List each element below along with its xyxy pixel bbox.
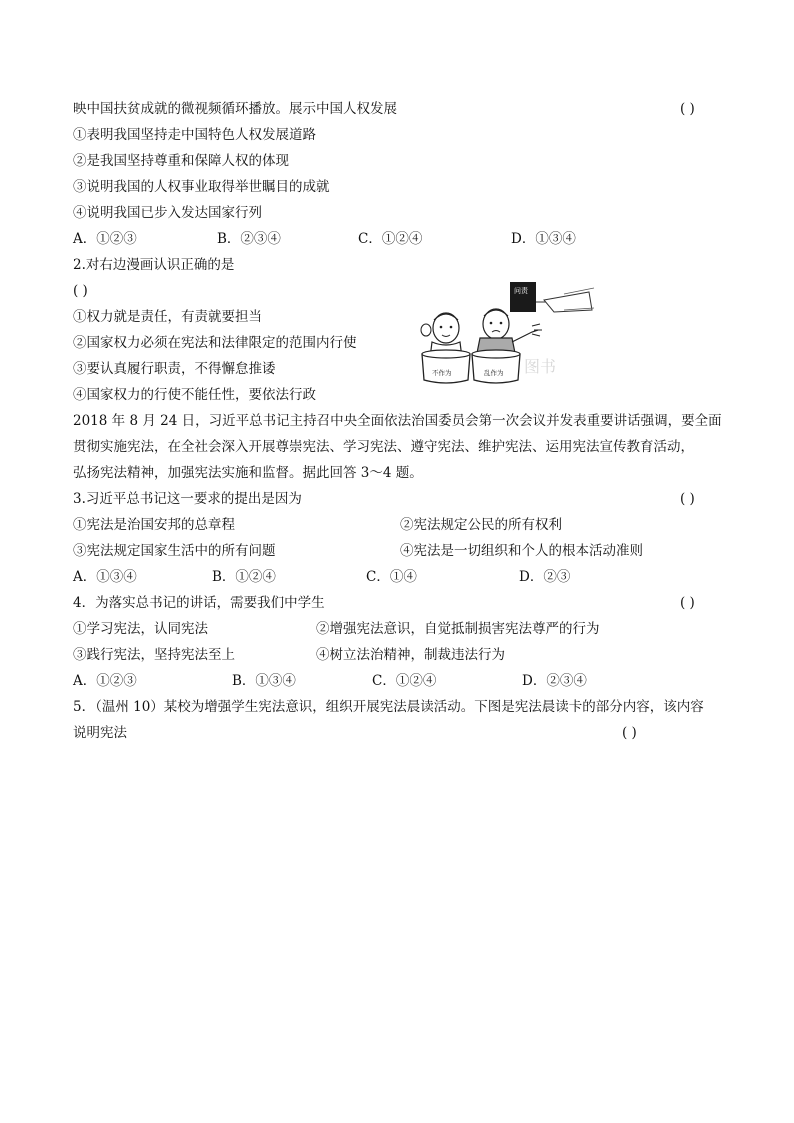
q4-option-d: D．②③④ <box>522 673 587 689</box>
left-barrel-label: 不作为 <box>432 369 452 377</box>
q3-option-a: A．①③④ <box>73 569 137 585</box>
q1-option-a: A．①②③ <box>73 231 137 247</box>
q4-option-b: B．①③④ <box>232 673 296 689</box>
q2-statement-3: ③要认真履行职责，不得懈怠推诿 <box>73 361 276 377</box>
q3-option-c: C．①④ <box>366 569 417 585</box>
q1-stem: 映中国扶贫成就的微视频循环播放。展示中国人权发展 <box>73 101 397 117</box>
q3-statement-4: ④宪法是一切组织和个人的根本活动准则 <box>400 543 643 559</box>
q1-option-c: C．①②④ <box>358 231 423 247</box>
q4-option-c: C．①②④ <box>372 673 437 689</box>
q4-statement-1: ①学习宪法，认同宪法 <box>73 621 208 637</box>
q2-stem: 2.对右边漫画认识正确的是 <box>73 257 235 273</box>
q1-statement-3: ③说明我国的人权事业取得举世瞩目的成就 <box>73 179 330 195</box>
q3-statement-3: ③宪法规定国家生活中的所有问题 <box>73 543 276 559</box>
q5-answer-paren: ( ) <box>622 725 637 741</box>
q3-statement-1: ①宪法是治国安邦的总章程 <box>73 517 235 533</box>
q5-stem-line-2: 说明宪法 <box>73 725 127 741</box>
q3-option-d: D．②③ <box>519 569 571 585</box>
q2-statement-2: ②国家权力必须在宪法和法律限定的范围内行使 <box>73 335 357 351</box>
q1-statement-1: ①表明我国坚持走中国特色人权发展道路 <box>73 127 316 143</box>
context-line-3: 弘扬宪法精神，加强宪法实施和监督。据此回答 3～4 题。 <box>73 465 423 481</box>
q4-statement-3: ③践行宪法，坚持宪法至上 <box>73 647 235 663</box>
q2-statement-4: ④国家权力的行使不能任性，要依法行政 <box>73 387 316 403</box>
q4-statement-2: ②增强宪法意识，自觉抵制损害宪法尊严的行为 <box>316 621 600 637</box>
cartoon-watermark: 图书 <box>524 357 557 376</box>
q1-answer-paren: ( ) <box>680 101 695 117</box>
q2-answer-paren: ( ) <box>73 283 88 299</box>
q3-stem: 3.习近平总书记这一要求的提出是因为 <box>73 491 302 507</box>
q1-statement-2: ②是我国坚持尊重和保障人权的体现 <box>73 153 289 169</box>
card-text: 问责 <box>514 287 528 295</box>
q4-statement-4: ④树立法治精神，制裁违法行为 <box>316 647 505 663</box>
q3-statement-2: ②宪法规定公民的所有权利 <box>400 517 562 533</box>
right-barrel-label: 乱作为 <box>484 369 504 377</box>
q3-answer-paren: ( ) <box>680 491 695 507</box>
q4-stem: 4．为落实总书记的讲话，需要我们中学生 <box>73 595 325 611</box>
q4-answer-paren: ( ) <box>680 595 695 611</box>
q3-option-b: B．①②④ <box>212 569 276 585</box>
q1-option-b: B．②③④ <box>217 231 281 247</box>
context-line-1: 2018 年 8 月 24 日，习近平总书记主持召中央全面依法治国委员会第一次会议并发表重要讲话强调，要全面 <box>73 413 722 429</box>
context-line-2: 贯彻实施宪法，在全社会深入开展尊崇宪法、学习宪法、遵守宪法、维护宪法、运用宪法宣传教育活动， <box>73 439 694 455</box>
q4-option-a: A．①②③ <box>73 673 137 689</box>
q5-stem-line-1: 5．（温州 10）某校为增强学生宪法意识，组织开展宪法晨读活动。下图是宪法晨读卡的部分内容，该内容 <box>73 699 704 715</box>
q1-statement-4: ④说明我国已步入发达国家行列 <box>73 205 262 221</box>
accountability-cartoon <box>414 280 597 390</box>
q1-option-d: D．①③④ <box>511 231 576 247</box>
q2-statement-1: ①权力就是责任，有责就要担当 <box>73 309 262 325</box>
